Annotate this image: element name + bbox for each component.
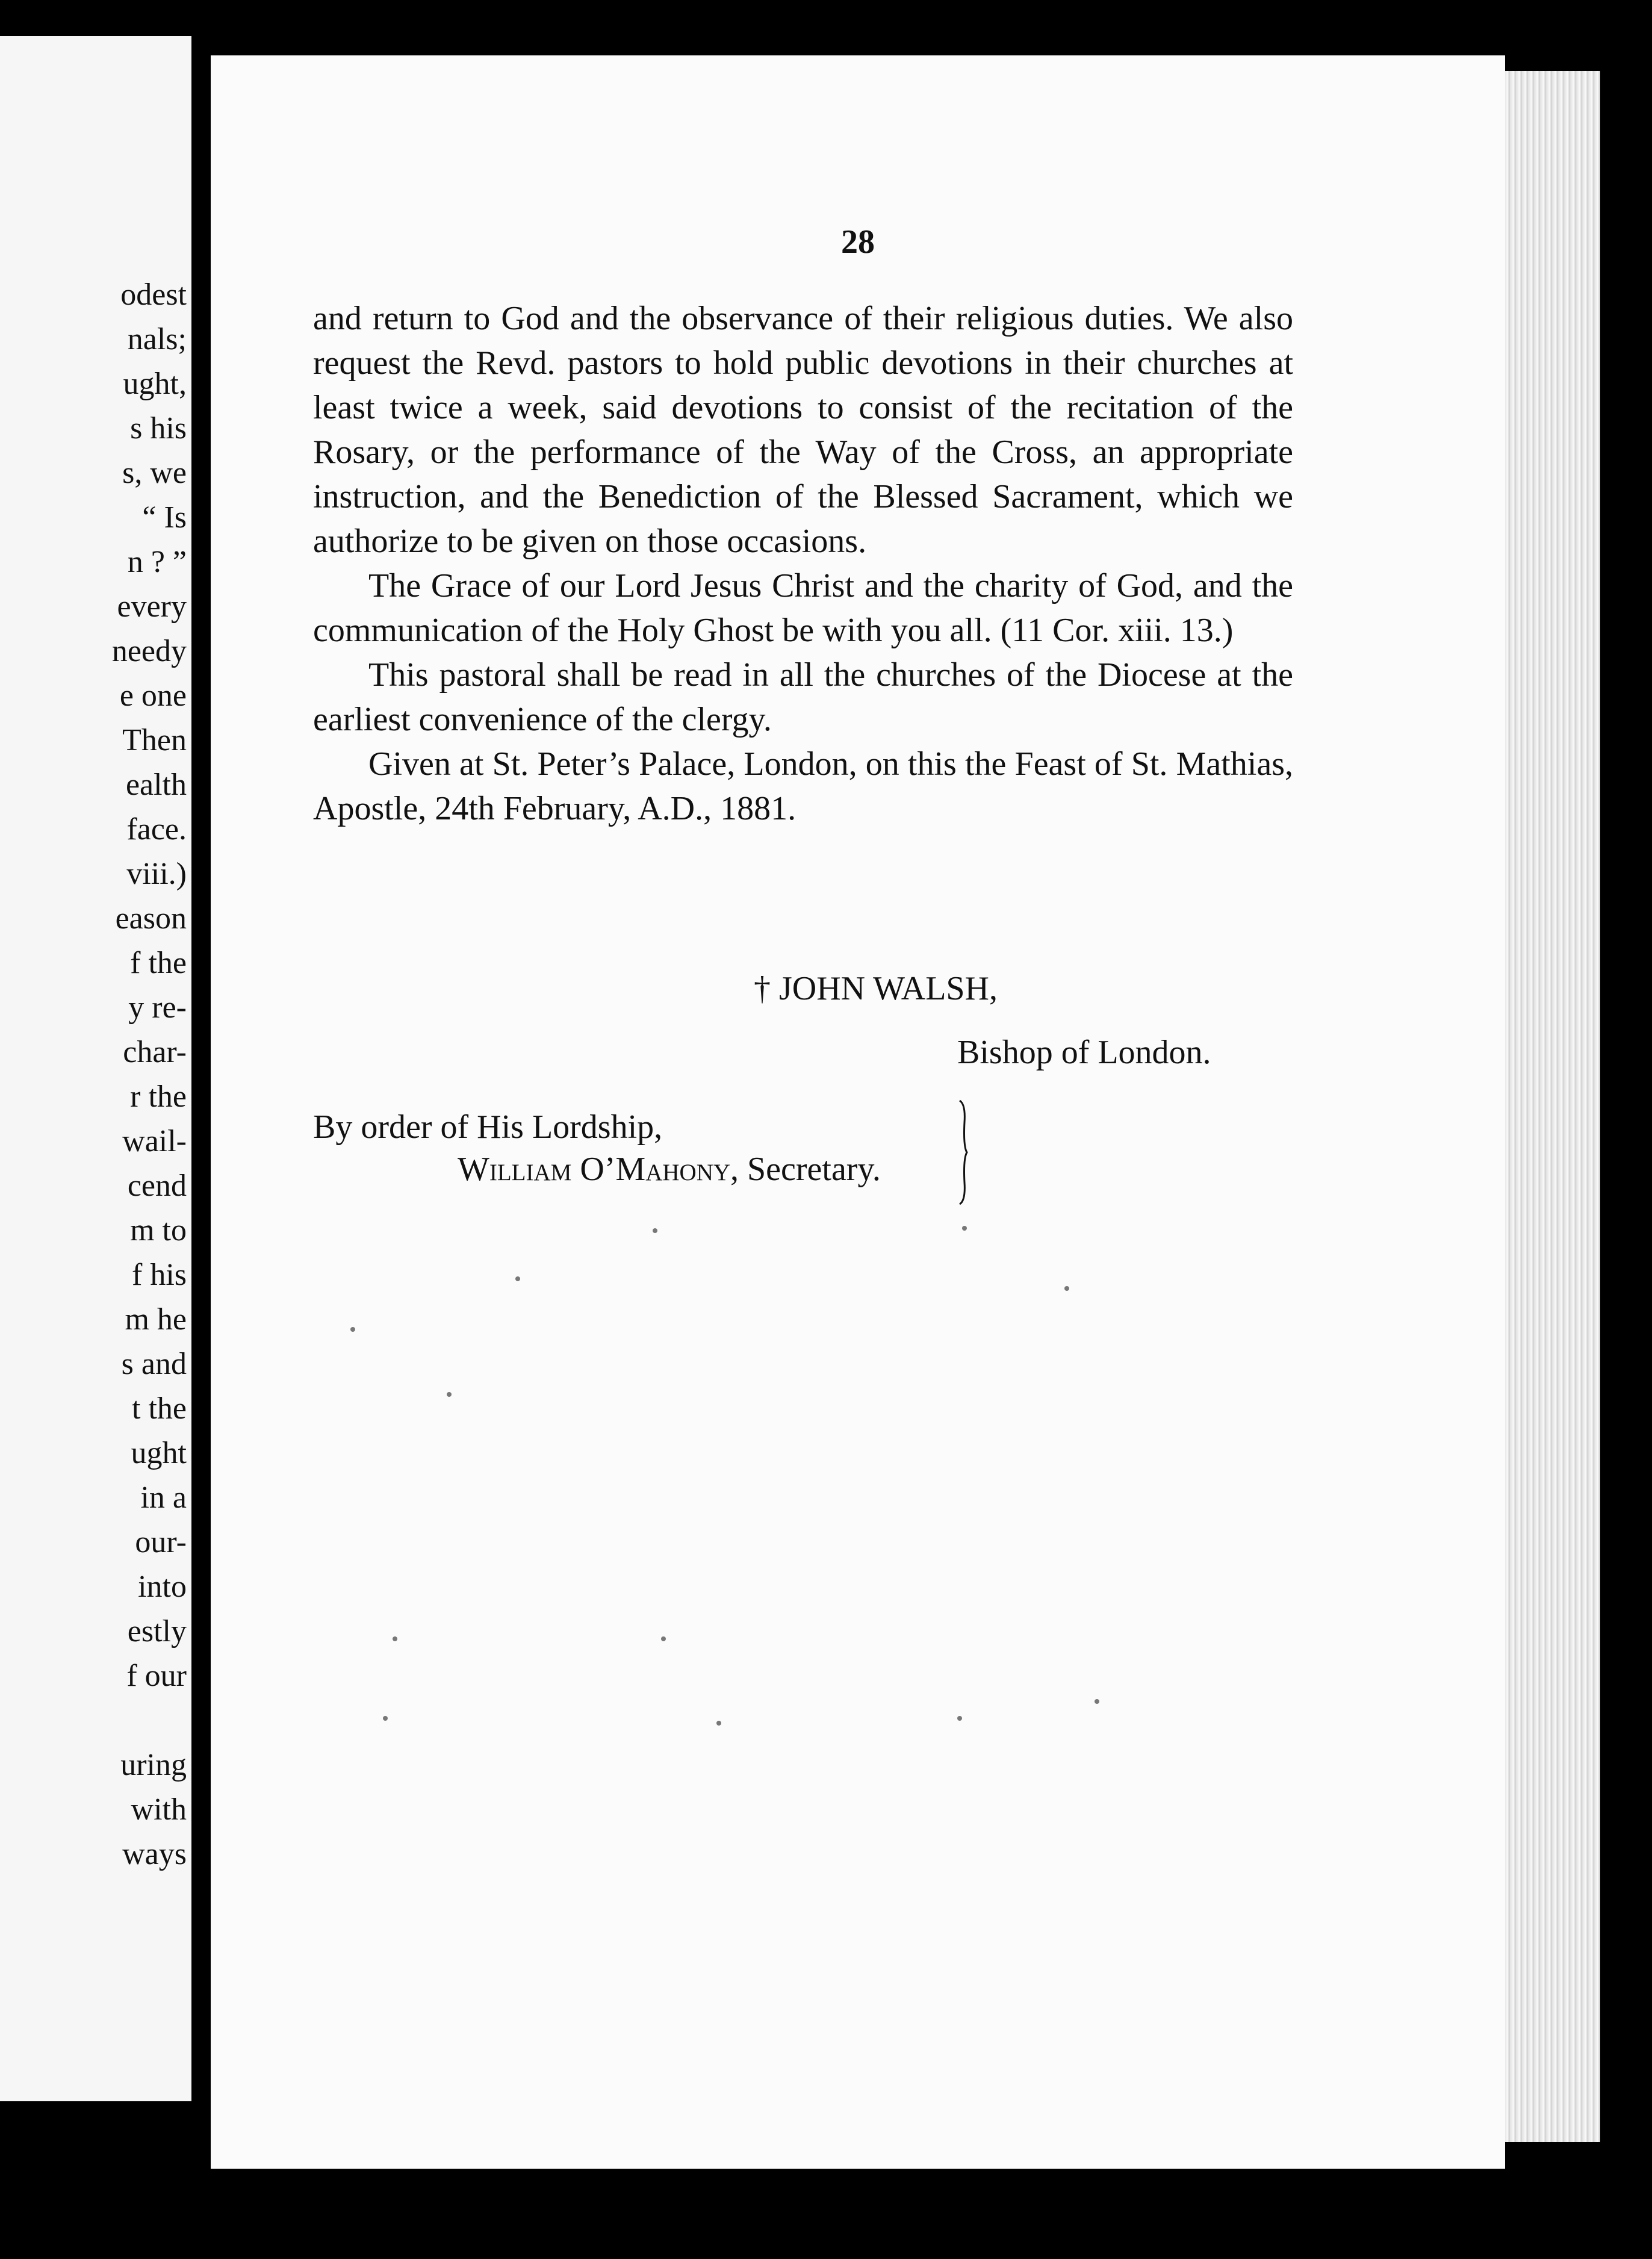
- secretary-name: William O’Mahony: [458, 1151, 731, 1188]
- page-body: [313, 296, 1293, 831]
- left-page-line: m to: [130, 1213, 187, 1248]
- left-page-line: cend: [127, 1169, 187, 1203]
- left-page-line: ealth: [125, 768, 187, 802]
- paper-speck: [350, 1327, 355, 1332]
- left-page-line: uring: [120, 1748, 187, 1782]
- left-page-line: into: [138, 1570, 187, 1604]
- left-page-line: “ Is: [142, 500, 187, 535]
- left-page-line: t the: [132, 1391, 187, 1426]
- left-page-line: ught,: [123, 367, 187, 401]
- left-page-line: odest: [120, 278, 187, 312]
- left-page-line: needy: [111, 634, 187, 668]
- paper-speck: [653, 1228, 657, 1233]
- order-line: By order of His Lordship,: [313, 1108, 663, 1146]
- left-page-line: char-: [123, 1035, 187, 1069]
- left-page-line: f our: [126, 1659, 187, 1693]
- left-page-line: face.: [126, 812, 187, 847]
- left-page-line: n ? ”: [127, 545, 187, 579]
- left-page-line: s and: [121, 1347, 187, 1381]
- left-page-line: estly: [127, 1614, 187, 1648]
- left-page-line: m he: [125, 1302, 187, 1337]
- secretary-line: [458, 1150, 881, 1189]
- left-page-line: nals;: [127, 322, 187, 356]
- paper-speck: [716, 1721, 721, 1726]
- left-page-line: wail-: [122, 1124, 187, 1158]
- left-page-line: s, we: [122, 456, 187, 490]
- page-number: 28: [841, 223, 875, 261]
- paper-speck: [661, 1636, 666, 1641]
- left-page-line: viii.): [126, 857, 187, 891]
- paper-speck: [515, 1276, 520, 1281]
- previous-page-fragment: [0, 36, 191, 2101]
- paper-speck: [1095, 1699, 1099, 1704]
- paper-speck: [447, 1392, 452, 1397]
- left-page-line: e one: [119, 679, 187, 713]
- left-page-line: ways: [122, 1837, 187, 1871]
- left-page-line: Then: [122, 723, 187, 757]
- book-page: [211, 55, 1505, 2169]
- left-page-line: f the: [130, 946, 187, 980]
- paragraph-benediction: The Grace of our Lord Jesus Christ and the charity of God, and the communication of the Holy Ghost be with you all. (11 Cor. xiii. 13.): [313, 567, 1293, 649]
- left-page-line: y re-: [128, 990, 187, 1025]
- paper-speck: [962, 1226, 967, 1231]
- left-page-line: f his: [132, 1258, 187, 1292]
- left-page-line: with: [131, 1792, 187, 1827]
- left-page-line: ught: [131, 1436, 187, 1470]
- left-page-line: our-: [135, 1525, 187, 1559]
- left-page-line: in a: [140, 1481, 187, 1515]
- left-page-line: s his: [130, 411, 187, 446]
- page-edges: [1505, 71, 1600, 2142]
- paper-speck: [957, 1716, 962, 1721]
- paper-speck: [1064, 1286, 1069, 1291]
- paper-speck: [393, 1636, 397, 1641]
- paper-speck: [383, 1716, 388, 1721]
- paragraph-reading-instruction: This pastoral shall be read in all the churches of the Diocese at the earliest convenience of the clergy.: [313, 656, 1293, 738]
- signature-title: Bishop of London.: [957, 1034, 1211, 1071]
- secretary-title: , Secretary.: [730, 1151, 881, 1188]
- left-page-line: r the: [130, 1080, 187, 1114]
- right-brace-icon: [957, 1098, 969, 1207]
- left-page-line: eason: [115, 901, 187, 936]
- signature-name: † JOHN WALSH,: [754, 970, 998, 1007]
- paragraph-given-at: Given at St. Peter’s Palace, London, on this the Feast of St. Mathias, Apostle, 24th February, A.D., 1881.: [313, 745, 1293, 827]
- left-page-line: every: [117, 589, 187, 624]
- paragraph-continuation: and return to God and the observance of their religious duties. We also request the Revd. pastors to hold public devotions in their churches at least twice a week, said devotions to consist of the recitation of the Rosary, or the performance of the Way of the Cross, an appropriate instruction, and the Benediction of the Blessed Sacrament, which we authorize to be given on those occasions.: [313, 300, 1293, 560]
